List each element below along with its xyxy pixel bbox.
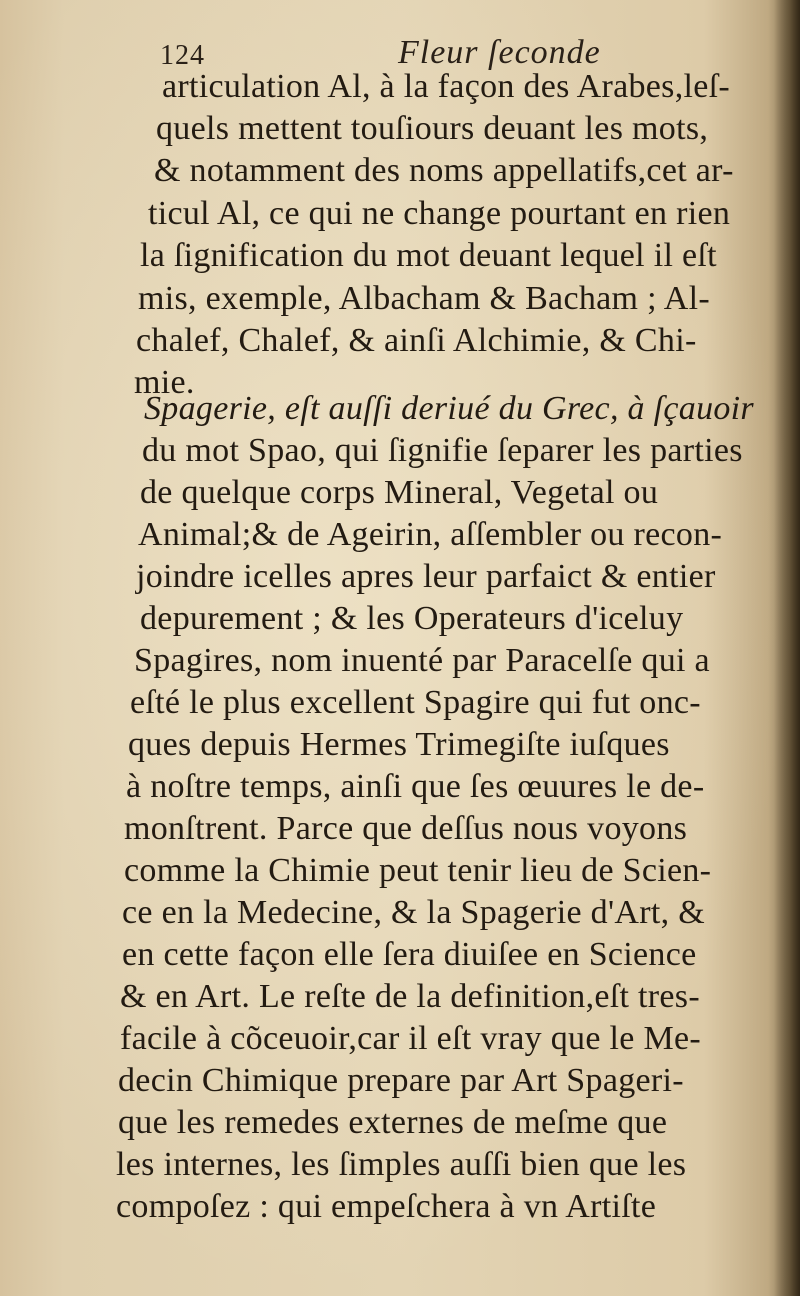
- page-gutter-shadow: [774, 0, 800, 1296]
- running-head: Fleur ſeconde: [398, 34, 601, 71]
- text-line: mis, exemple, Albacham & Bacham ; Al-: [138, 280, 710, 317]
- text-line: Spagires, nom inuenté par Paracelſe qui a: [134, 642, 710, 679]
- text-line: facile à cõceuoir,car il eſt vray que le Me-: [120, 1020, 702, 1057]
- text-line: comme la Chimie peut tenir lieu de Scien-: [124, 852, 712, 889]
- text-line: depurement ; & les Operateurs d'iceluy: [140, 600, 684, 637]
- text-line: eſté le plus excellent Spagire qui fut onc-: [130, 684, 701, 721]
- text-line: Animal;& de Ageirin, aſſembler ou recon-: [138, 516, 723, 553]
- text-line: joindre icelles apres leur parfaict & entier: [136, 558, 716, 595]
- text-line: Spagerie, eſt auſſi deriué du Grec, à ſçauoir: [144, 390, 754, 427]
- text-line: chalef, Chalef, & ainſi Alchimie, & Chi-: [136, 322, 697, 359]
- text-line: decin Chimique prepare par Art Spageri-: [118, 1062, 684, 1099]
- text-line: articulation Al, à la façon des Arabes,leſ-: [162, 68, 731, 105]
- text-line: de quelque corps Mineral, Vegetal ou: [140, 474, 659, 511]
- text-line: ticul Al, ce qui ne change pourtant en rien: [148, 195, 731, 232]
- text-line: quels mettent touſiours deuant les mots,: [156, 110, 709, 147]
- text-line: les internes, les ſimples auſſi bien que les: [116, 1146, 687, 1183]
- text-line: & en Art. Le reſte de la definition,eſt tres-: [120, 978, 700, 1015]
- text-line: mie.: [134, 364, 195, 401]
- text-line: monſtrent. Parce que deſſus nous voyons: [124, 810, 688, 847]
- text-line: que les remedes externes de meſme que: [118, 1104, 668, 1141]
- text-line: en cette façon elle ſera diuiſee en Science: [122, 936, 697, 973]
- text-line: ce en la Medecine, & la Spagerie d'Art, &: [122, 894, 705, 931]
- text-line: & notamment des noms appellatifs,cet ar-: [154, 152, 734, 189]
- text-line: du mot Spao, qui ſignifie ſeparer les parties: [142, 432, 743, 469]
- text-line: compoſez : qui empeſchera à vn Artiſte: [116, 1188, 657, 1225]
- text-line: ques depuis Hermes Trimegiſte iuſques: [128, 726, 670, 763]
- page-number: 124: [160, 40, 205, 71]
- text-line: la ſignification du mot deuant lequel il eſt: [140, 237, 717, 274]
- text-line: à noſtre temps, ainſi que ſes œuures le de-: [126, 768, 705, 805]
